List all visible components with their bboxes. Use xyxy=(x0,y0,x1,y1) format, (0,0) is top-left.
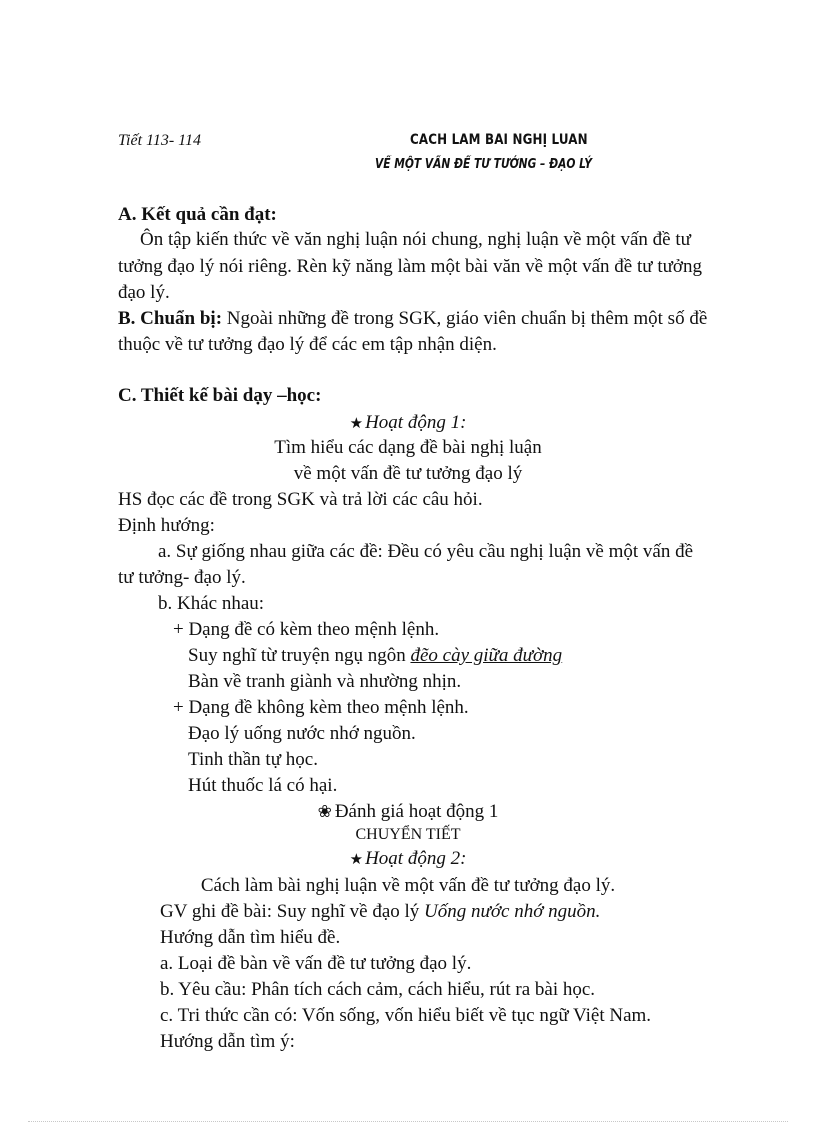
item-a: a. Loại đề bàn về vấn đề tư tưởng đạo lý. xyxy=(160,953,472,974)
flower-icon: ❀ xyxy=(317,802,332,821)
item-c: c. Tri thức cần có: Vốn sống, vốn hiểu biết về tục ngữ Việt Nam. xyxy=(160,1005,652,1026)
type-2-example-1: Đạo lý uống nước nhớ nguồn. xyxy=(188,723,416,744)
section-b-heading: B. Chuẩn bị: xyxy=(118,308,223,329)
activity-2-label: ★ Hoạt động 2: xyxy=(349,848,467,869)
topic-text: Uống nước nhớ nguồn. xyxy=(424,901,601,922)
activity-1-title-2: về một vấn đề tư tưởng đạo lý xyxy=(293,463,523,484)
lesson-number: Tiết 113- 114 xyxy=(118,132,201,149)
type-1-example-1: Suy nghĩ từ truyện ngụ ngôn đẽo cày giữa đường xyxy=(188,645,563,666)
section-b-text: Ngoài những đề trong SGK, giáo viên chuẩn bị thêm một số đề xyxy=(222,308,708,329)
star-icon: ★ xyxy=(349,852,364,868)
activity-1-title-1: Tìm hiểu các dạng đề bài nghị luận xyxy=(274,437,542,458)
type-1-example-2: Bàn về tranh giành và nhường nhịn. xyxy=(188,671,462,692)
item-b: b. Yêu cầu: Phân tích cách cảm, cách hiểu, rút ra bài học. xyxy=(160,979,596,1000)
type-2-example-3: Hút thuốc lá có hại. xyxy=(188,775,338,796)
type-2-example-2: Tinh thần tự học. xyxy=(188,749,318,770)
section-c-heading: C. Thiết kế bài dạy –học: xyxy=(118,385,322,406)
guide-analysis: Hướng dẫn tìm hiểu đề. xyxy=(160,927,341,948)
page-subtitle: VỀ MỘT VẤN ĐỀ TƯ TƯỞNG – ĐẠO LÝ xyxy=(375,157,592,172)
difference-label: b. Khác nhau: xyxy=(158,593,265,614)
similarity-line-1: a. Sự giống nhau giữa các đề: Đều có yêu cầu nghị luận về một vấn đề xyxy=(158,541,694,562)
page-bottom-divider xyxy=(28,1121,788,1122)
star-icon: ★ xyxy=(349,416,364,432)
section-a-heading: A. Kết quả cần đạt: xyxy=(118,204,277,225)
transition-label: CHUYỂN TIẾT xyxy=(355,826,461,843)
type-2-heading: + Dạng đề không kèm theo mệnh lệnh. xyxy=(173,697,469,718)
gv-topic-line: GV ghi đề bài: Suy nghĩ về đạo lý Uống nước nhớ nguồn. xyxy=(160,901,601,922)
section-a-line-2: tưởng đạo lý nói riêng. Rèn kỹ năng làm một bài văn về một vấn đề tư tưởng xyxy=(118,256,702,277)
activity-2-title: Cách làm bài nghị luận về một vấn đề tư tưởng đạo lý. xyxy=(200,875,616,896)
hs-instruction: HS đọc các đề trong SGK và trả lời các câu hỏi. xyxy=(118,489,483,510)
section-a-line-1: Ôn tập kiến thức về văn nghị luận nói chung, nghị luận về một vấn đề tư xyxy=(140,229,691,250)
section-a-line-3: đạo lý. xyxy=(118,282,170,303)
similarity-line-2: tư tưởng- đạo lý. xyxy=(118,567,246,588)
page-title: CACH LAM BAI NGHỊ LUAN xyxy=(410,132,588,148)
section-b-line-2: thuộc về tư tưởng đạo lý để các em tập nhận diện. xyxy=(118,334,497,355)
guide-ideas: Hướng dẫn tìm ý: xyxy=(160,1031,295,1052)
section-b-line-1 xyxy=(118,306,707,332)
type-1-heading: + Dạng đề có kèm theo mệnh lệnh. xyxy=(173,619,440,640)
evaluation-1: ❀ Đánh giá hoạt động 1 xyxy=(317,801,499,822)
activity-1-label: ★ Hoạt động 1: xyxy=(349,412,467,433)
direction-label: Định hướng: xyxy=(118,515,215,536)
fable-title-link[interactable]: đẽo cày giữa đường xyxy=(410,645,563,666)
